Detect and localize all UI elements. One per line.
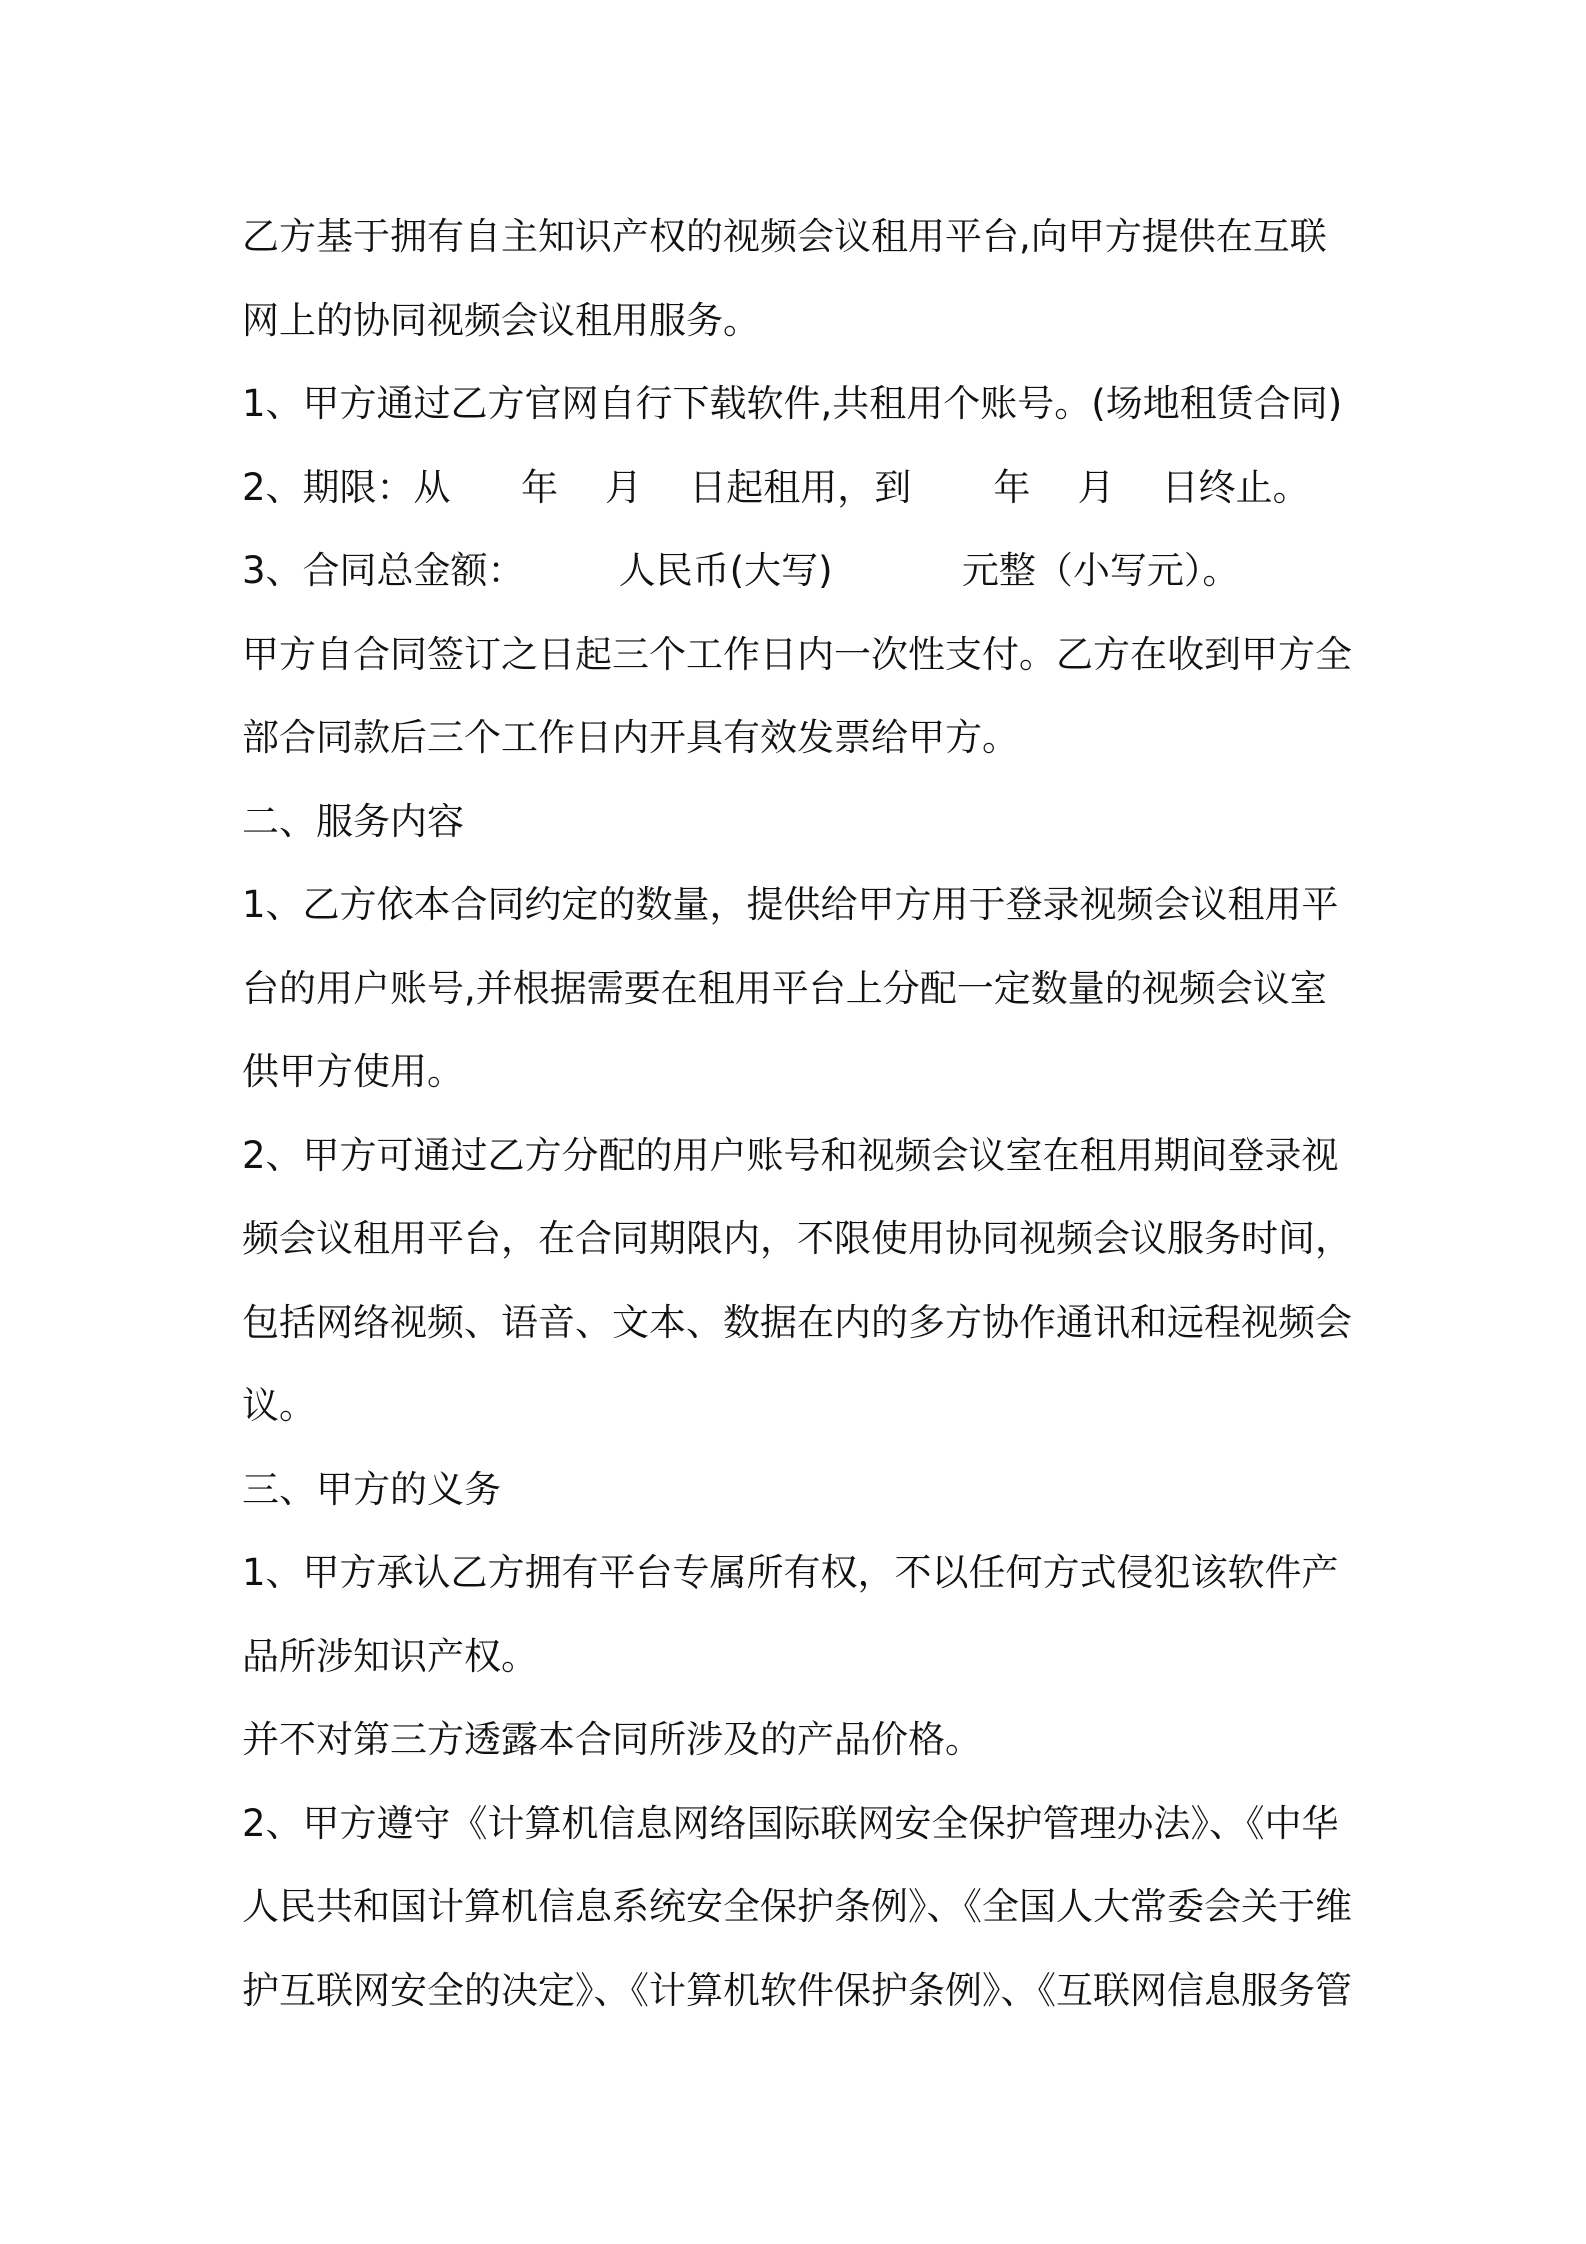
text-line: 议。 xyxy=(242,1384,316,1427)
clause-line: 3、合同总金额： 人民币(大写) 元整（小写元）。 xyxy=(242,549,1240,592)
section-heading: 二、服务内容 xyxy=(242,799,464,843)
clause-line: 2、甲方可通过乙方分配的用户账号和视频会议室在租用期间登录视 xyxy=(242,1133,1339,1177)
text-line: 人民共和国计算机信息系统安全保护条例》、《全国人大常委会关于维 xyxy=(242,1885,1352,1928)
text-line: 频会议租用平台，在合同期限内，不限使用协同视频会议服务时间， xyxy=(242,1217,1352,1260)
text-line: 供甲方使用。 xyxy=(242,1050,464,1093)
text-line: 并不对第三方透露本合同所涉及的产品价格。 xyxy=(242,1718,982,1761)
clause-line: 1、甲方承认乙方拥有平台专属所有权，不以任何方式侵犯该软件产 xyxy=(242,1551,1339,1594)
text-line: 护互联网安全的决定》、《计算机软件保护条例》、《互联网信息服务管 xyxy=(242,1968,1352,2012)
text-line: 台的用户账号,并根据需要在租用平台上分配一定数量的视频会议室 xyxy=(242,966,1327,1010)
text-line: 乙方基于拥有自主知识产权的视频会议租用平台,向甲方提供在互联 xyxy=(242,215,1327,258)
clause-line: 1、乙方依本合同约定的数量，提供给甲方用于登录视频会议租用平 xyxy=(242,883,1339,926)
text-line: 品所涉知识产权。 xyxy=(242,1634,538,1678)
contract-body-text xyxy=(242,195,1362,2032)
text-line: 包括网络视频、语音、文本、数据在内的多方协作通讯和远程视频会 xyxy=(242,1300,1352,1344)
text-line: 甲方自合同签订之日起三个工作日内一次性支付。乙方在收到甲方全 xyxy=(242,632,1352,676)
section-heading: 三、甲方的义务 xyxy=(242,1467,501,1511)
text-line: 部合同款后三个工作日内开具有效发票给甲方。 xyxy=(242,716,1019,759)
clause-line: 2、甲方遵守《计算机信息网络国际联网安全保护管理办法》、《中华 xyxy=(242,1801,1339,1845)
text-line: 网上的协同视频会议租用服务。 xyxy=(242,298,760,342)
clause-line: 2、期限：从 年 月 日起租用，到 年 月 日终止。 xyxy=(242,465,1310,509)
clause-line: 1、甲方通过乙方官网自行下载软件,共租用个账号。(场地租赁合同) xyxy=(242,382,1343,425)
